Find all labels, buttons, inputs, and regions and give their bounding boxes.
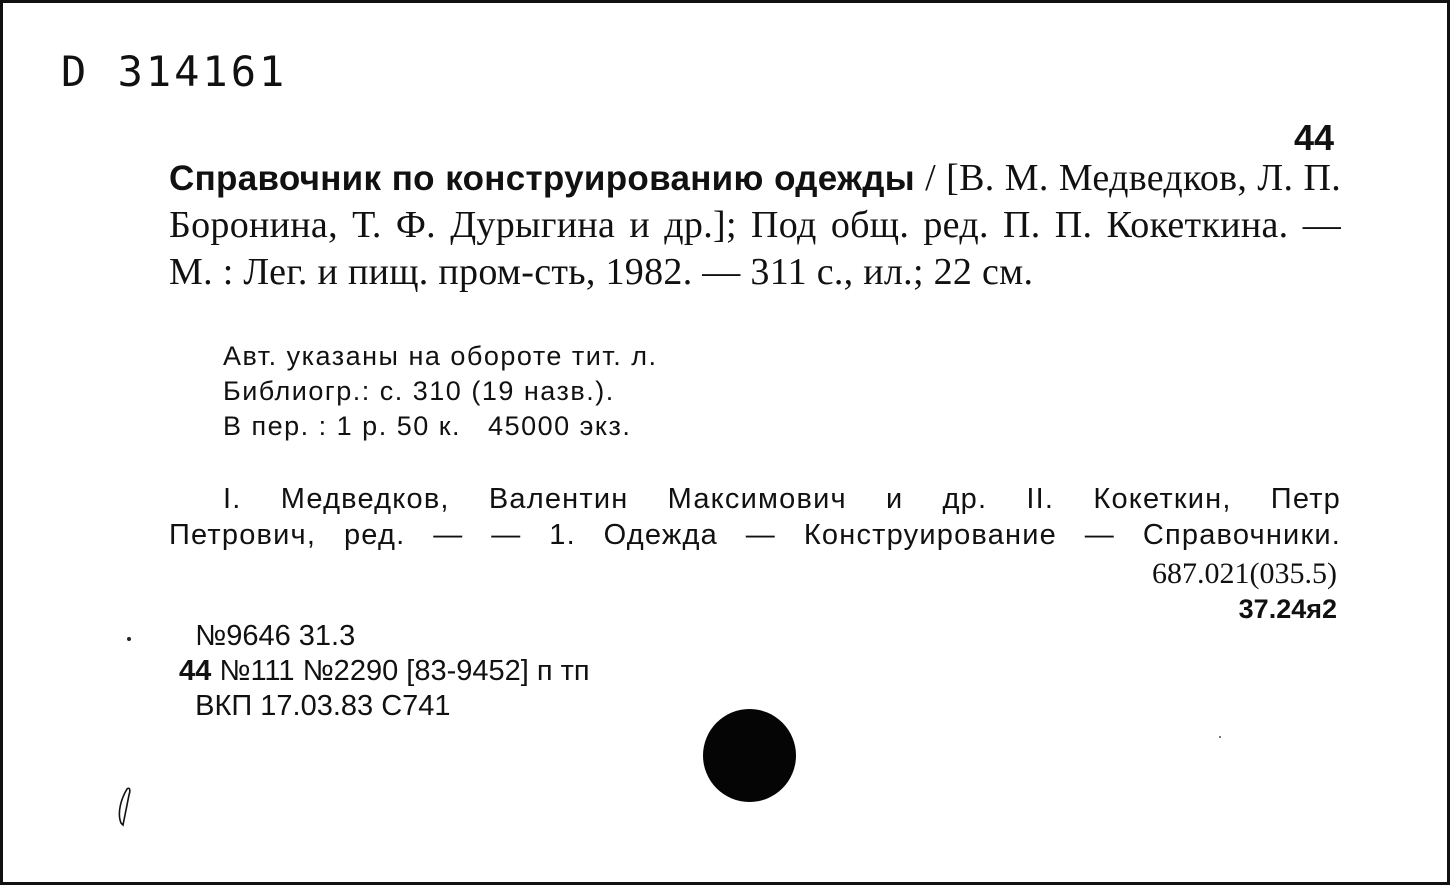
ink-dot (127, 637, 131, 641)
notes-block (223, 339, 658, 444)
note-price: В пер. : 1 р. 50 к. 45000 экз. (223, 411, 632, 441)
note-authors: Авт. указаны на обороте тит. л. (223, 341, 658, 371)
pencil-mark (107, 783, 147, 829)
inventory-line-3: ВКП 17.03.83 С741 (179, 690, 451, 722)
shelf-number: 44 (1294, 117, 1335, 158)
book-title: Справочник по конструированию одежды (169, 159, 915, 198)
note-bibliography: Библиогр.: с. 310 (19 назв.). (223, 376, 615, 406)
speck (1219, 736, 1221, 738)
inventory-block (179, 619, 590, 724)
accession-id: D 314161 (61, 47, 288, 96)
inventory-line-1: №9646 31.3 (179, 620, 356, 652)
tracing-line-2: Петрович, ред. — — 1. Одежда — Конструирование — Справочники. (169, 519, 1341, 551)
udc-index: 687.021(035.5) (1152, 557, 1337, 590)
tracing-line-1: I. Медведков, Валентин Максимович и др. II. Кокеткин, Петр (223, 483, 1341, 515)
inventory-prefix: 44 (179, 655, 212, 687)
bbk-index: 37.24я2 (1238, 594, 1337, 624)
punch-hole (703, 709, 796, 802)
tracing-block (169, 481, 1341, 553)
bibliographic-description (169, 155, 1341, 296)
description-rest: / [В. М. Медведков, Л. П. Боронина, Т. Ф. Дурыгина и др.]; Под общ. ред. П. П. Кокеткина. — М. : Лег. и пищ. пром-сть, 1982. — 311 с., ил.; 22 см. (169, 157, 1341, 293)
inventory-line-2 (179, 654, 590, 689)
inventory-line-2-text: №111 №2290 [83-9452] п тп (219, 655, 590, 687)
